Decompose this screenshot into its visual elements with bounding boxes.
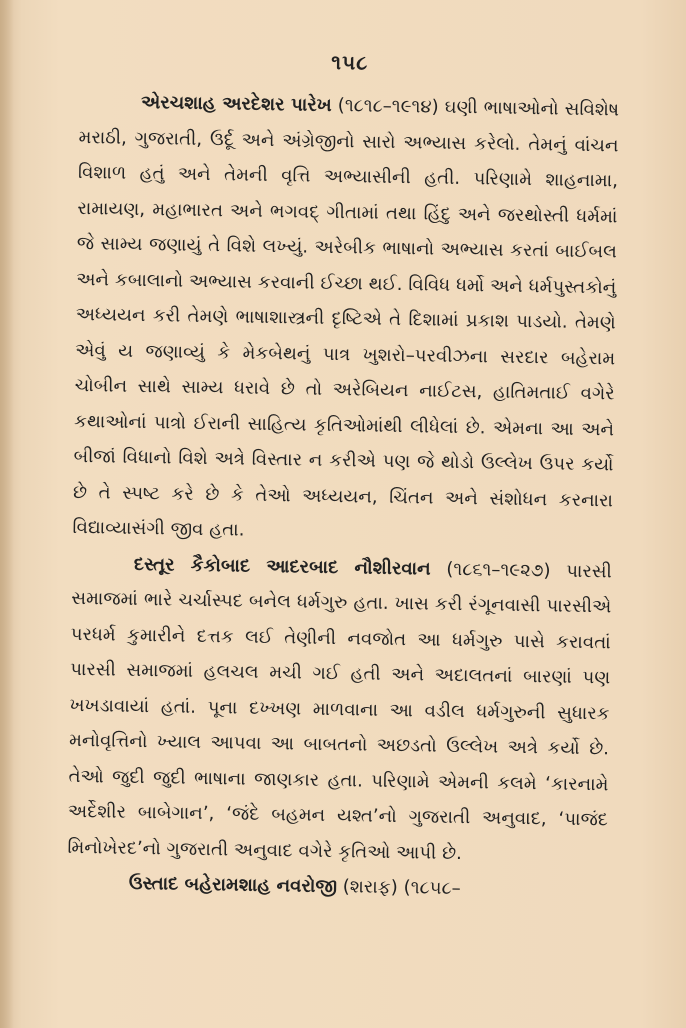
paragraph-dastur-kaikobad — [67, 545, 612, 873]
paragraph-text: (શરાફ) (૧૮૫૮– — [336, 876, 461, 900]
person-name: દસ્તૂર કૈકોબાદ આદરબાદ નૌશીરવાન — [133, 553, 431, 580]
page-binding-shadow — [0, 0, 14, 1028]
paragraph-erachshah — [72, 84, 619, 554]
page-content — [67, 46, 620, 909]
person-name: એરચશાહ અરદેશર પારેખ — [140, 91, 332, 116]
paragraph-text: (૧૮૧૮–૧૯૧૪) ઘણી ભાષાઓનો સવિશેષ મરાઠી, ગુજરાતી, ઉર્દૂ અને અંગ્રેજીનો સારો અભ્યાસ કરેલો. તેમનું વાંચન વિશાળ હતું અને તેમની વૃત્તિ અભ્યાસીની હતી. પરિણામે શાહનામા, રામાયણ, મહાભારત અને ભગવદ્ ગીતામાં તથા હિંદુ અને જરથોસ્તી ધર્મમાં જે સામ્ય જણાયું તે વિશે લખ્યું. અરેબીક ભાષાનો અભ્યાસ કરતાં બાઈબલ અને કબાલાનો અભ્યાસ કરવાની ઈચ્છા થઈ. વિવિધ ધર્મો અને ધર્મપુસ્તકોનું અધ્યયન કરી તેમણે ભાષાશાસ્ત્રની દૃષ્ટિએ તે દિશામાં પ્રકાશ પાડયો. તેમણે એવું ય જણાવ્યું કે મેકબેથનું પાત્ર ખુશરો–પરવીઝના સરદાર બહેરામ ચોબીન સાથે સામ્ય ધરાવે છે તો અરેબિયન નાઈટસ, હાતિમતાઈ વગેરે કથાઓનાં પાત્રો ઈરાની સાહિત્ય કૃતિઓમાંથી લીધેલાં છે. એમના આ અને બીજાં વિધાનો વિશે અત્રે વિસ્તાર ન કરીએ પણ જે થોડો ઉલ્લેખ ઉપર કર્યો છે તે સ્પષ્ટ કરે છે કે તેઓ અધ્યયન, ચિંતન અને સંશોધન કરનારા વિદ્યાવ્યાસંગી જીવ હતા. — [72, 94, 620, 541]
person-name: ઉસ્તાદ બહેરામશાહ નવરોજી — [128, 872, 338, 898]
paragraph-text: (૧૮૬૧–૧૯૨૭) પારસી સમાજમાં ભારે ચર્ચાસ્પદ બનેલ ધર્મગુરુ હતા. ખાસ કરી રંગૂનવાસી પારસીએ પરધર્મ કુમારીને દત્તક લઈ તેણીની નવજોત આ ધર્મગુરુ પાસે કરાવતાં પારસી સમાજમાં હલચલ મચી ગઈ હતી અને અદાલતનાં બારણાં પણ ખખડાવાયાં હતાં. પૂના દખ્ખણ માળવાના આ વડીલ ધર્મગુરુની સુધારક મનોવૃત્તિનો ખ્યાલ આપવા આ બાબતનો અછડતો ઉલ્લેખ અત્રે કર્યો છે. તેઓ જુદી જુદી ભાષાના જાણકાર હતા. પરિણામે એમની કલમે ‘કારનામે અર્દેશીર બાબેગાન’, ‘જંદે બહમન યશ્ત’નો ગુજરાતી અનુવાદ, ‘પાજંદ મિનોખેરદ’નો ગુજરાતી અનુવાદ વગેરે કૃતિઓ આપી છે. — [67, 558, 612, 864]
page-number: ૧૫૮ — [331, 49, 369, 75]
paragraph-ustad-behramshah — [67, 865, 607, 909]
